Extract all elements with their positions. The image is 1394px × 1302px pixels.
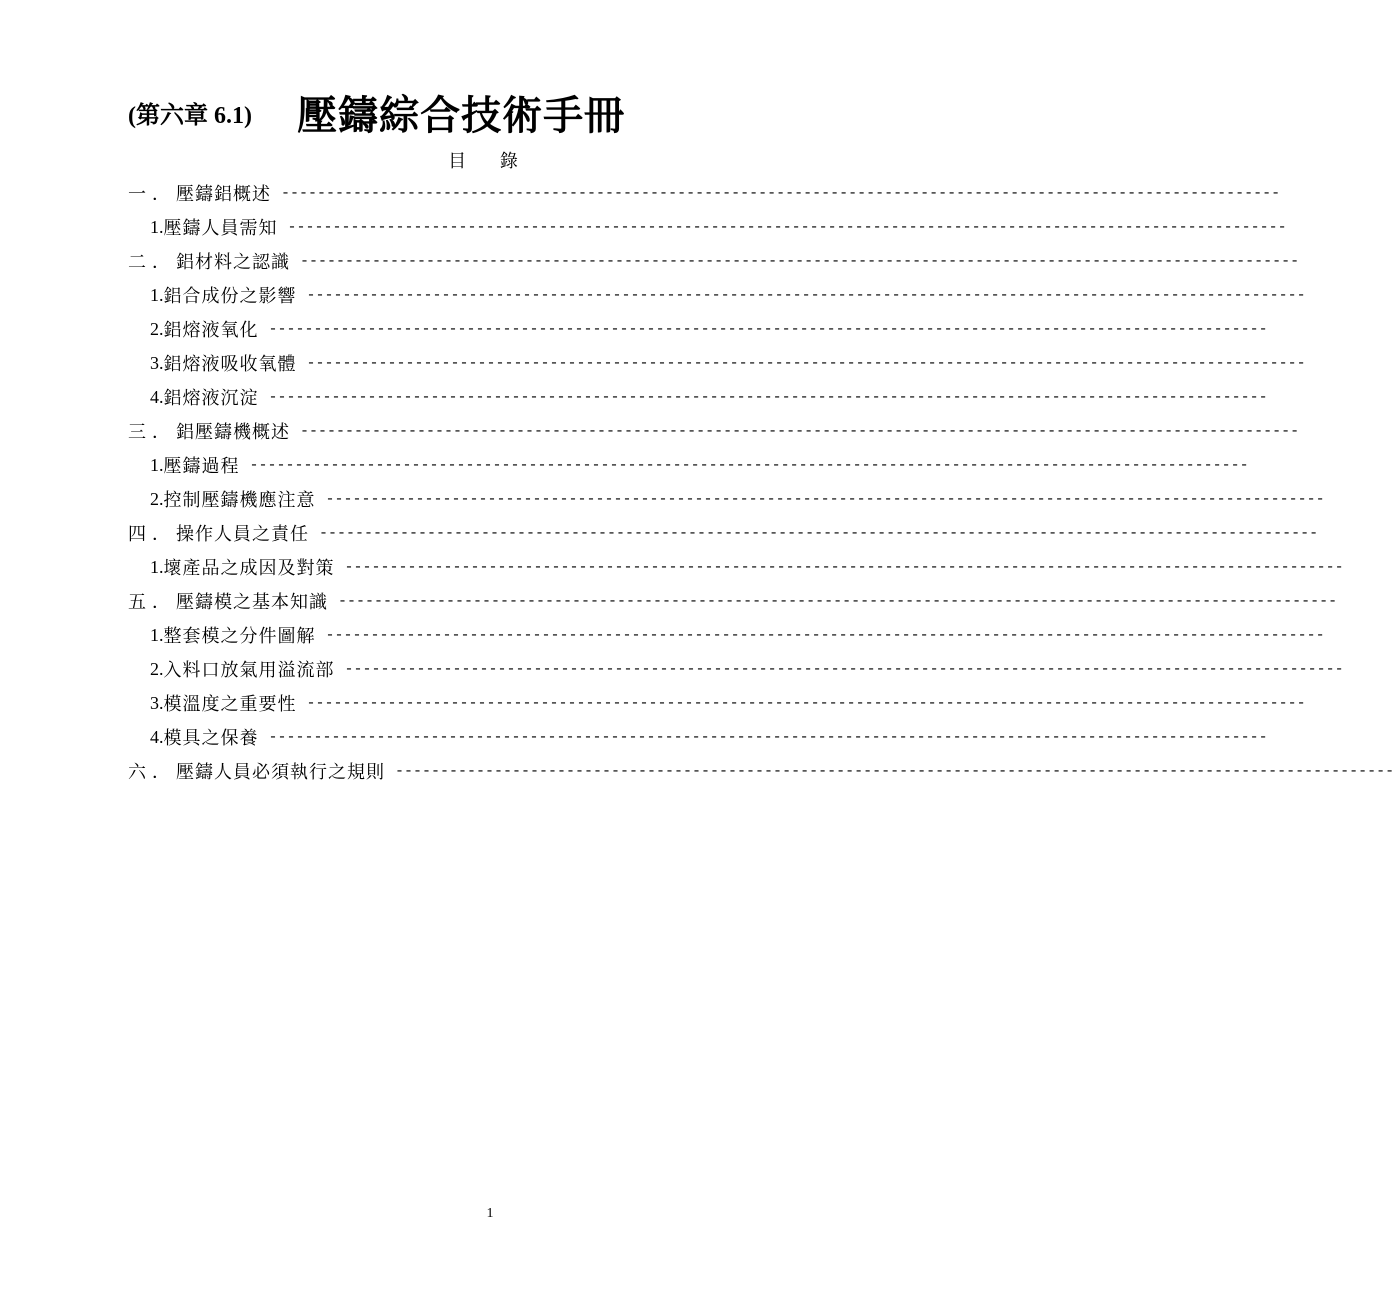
toc-leader-dashes: ---------------------------------------------------------------------------------------------------------------: [344, 660, 1344, 678]
toc-entry-number: 4.: [150, 726, 164, 747]
toc-leader-dashes: ---------------------------------------------------------------------------------------------------------------: [325, 626, 1325, 644]
toc-leader-dashes: ---------------------------------------------------------------------------------------------------------------: [325, 490, 1325, 508]
toc-leader-dashes: ---------------------------------------------------------------------------------------------------------------: [300, 252, 1300, 270]
toc-entry: [128, 244, 1300, 278]
toc-entry-number: 1.: [150, 284, 164, 305]
toc-leader-dashes: ---------------------------------------------------------------------------------------------------------------: [249, 456, 1249, 474]
toc-leader-dashes: ---------------------------------------------------------------------------------------------------------------: [395, 762, 1394, 780]
toc-entry: [128, 210, 1287, 244]
document-title: 壓鑄綜合技術手冊: [297, 93, 626, 139]
toc-entry-number: 四．: [128, 524, 176, 545]
toc-entry-label: 壓鑄人員需知: [163, 218, 278, 239]
toc-leader-dashes: ---------------------------------------------------------------------------------------------------------------: [338, 592, 1338, 610]
toc-entry-number: 3.: [150, 692, 164, 713]
toc-entry-number: 1.: [150, 216, 164, 237]
toc-leader-dashes: ---------------------------------------------------------------------------------------------------------------: [268, 388, 1268, 406]
toc-entry-number: 六．: [128, 762, 176, 783]
toc-entry: [128, 380, 1268, 414]
toc-entry-number: 2.: [150, 318, 164, 339]
toc-entry-number: 1.: [150, 454, 164, 475]
toc-entry-label: 壓鑄鋁概述: [176, 184, 271, 205]
toc-entry: [128, 346, 1306, 380]
toc-entry-label: 模具之保養: [163, 728, 259, 749]
toc-entry: [128, 686, 1306, 720]
toc-entry-number: 二．: [128, 252, 176, 273]
toc-leader-dashes: ---------------------------------------------------------------------------------------------------------------: [287, 218, 1287, 236]
toc-entry-label: 鋁熔液吸收氧體: [163, 354, 297, 375]
toc-entry: [128, 176, 1281, 210]
toc-entry-number: 三．: [128, 422, 176, 443]
toc-entry: [128, 278, 1306, 312]
toc-entry-label: 入料口放氣用溢流部: [163, 660, 335, 681]
toc-entry-label: 壓鑄人員必須執行之規則: [176, 762, 385, 783]
toc-entry-label: 鋁材料之認識: [176, 252, 290, 273]
toc-leader-dashes: ---------------------------------------------------------------------------------------------------------------: [268, 728, 1268, 746]
toc-entry-number: 1.: [150, 624, 164, 645]
toc-leader-dashes: ---------------------------------------------------------------------------------------------------------------: [306, 354, 1306, 372]
chapter-label: (第六章 6.1): [128, 103, 252, 129]
toc-leader-dashes: ---------------------------------------------------------------------------------------------------------------: [344, 558, 1344, 576]
toc-entry-label: 壓鑄模之基本知識: [176, 592, 328, 613]
toc-entry-label: 鋁熔液沉淀: [163, 388, 259, 409]
toc-entry-label: 壓鑄過程: [163, 456, 240, 477]
toc-heading: 目 錄: [448, 151, 532, 172]
toc-entry: [128, 516, 1319, 550]
toc-entry-number: 五．: [128, 592, 176, 613]
toc-entry: [128, 550, 1344, 584]
toc-entry-number: 3.: [150, 352, 164, 373]
toc-entry-label: 控制壓鑄機應注意: [163, 490, 316, 511]
toc-entry-number: 一．: [128, 184, 176, 205]
toc-entry: [128, 754, 1394, 788]
toc-entry-label: 鋁熔液氧化: [163, 320, 259, 341]
document-header: [128, 84, 626, 139]
toc-entry-number: 1.: [150, 556, 164, 577]
toc-entry: [128, 312, 1268, 346]
toc-entry: [128, 720, 1268, 754]
toc-leader-dashes: ---------------------------------------------------------------------------------------------------------------: [306, 286, 1306, 304]
toc-entry-number: 2.: [150, 658, 164, 679]
toc-leader-dashes: ---------------------------------------------------------------------------------------------------------------: [306, 694, 1306, 712]
toc-entry: [128, 652, 1344, 686]
toc-entry-label: 操作人員之責任: [176, 524, 309, 545]
toc-entry: [128, 448, 1249, 482]
page-number: 1: [486, 1206, 494, 1221]
toc-leader-dashes: ---------------------------------------------------------------------------------------------------------------: [319, 524, 1319, 542]
toc-entry-label: 鋁壓鑄機概述: [176, 422, 290, 443]
toc-entry: [128, 482, 1325, 516]
toc-entry-label: 鋁合成份之影響: [163, 286, 297, 307]
toc-leader-dashes: ---------------------------------------------------------------------------------------------------------------: [281, 184, 1281, 202]
toc-entry: [128, 584, 1338, 618]
toc-entry: [128, 618, 1325, 652]
toc-entry-number: 4.: [150, 386, 164, 407]
table-of-contents: [128, 176, 1394, 788]
toc-leader-dashes: ---------------------------------------------------------------------------------------------------------------: [268, 320, 1268, 338]
toc-leader-dashes: ---------------------------------------------------------------------------------------------------------------: [300, 422, 1300, 440]
toc-entry-label: 模溫度之重要性: [163, 694, 297, 715]
toc-entry-label: 壞產品之成因及對策: [163, 558, 335, 579]
toc-entry-number: 2.: [150, 488, 164, 509]
toc-entry: [128, 414, 1300, 448]
toc-entry-label: 整套模之分件圖解: [163, 626, 316, 647]
